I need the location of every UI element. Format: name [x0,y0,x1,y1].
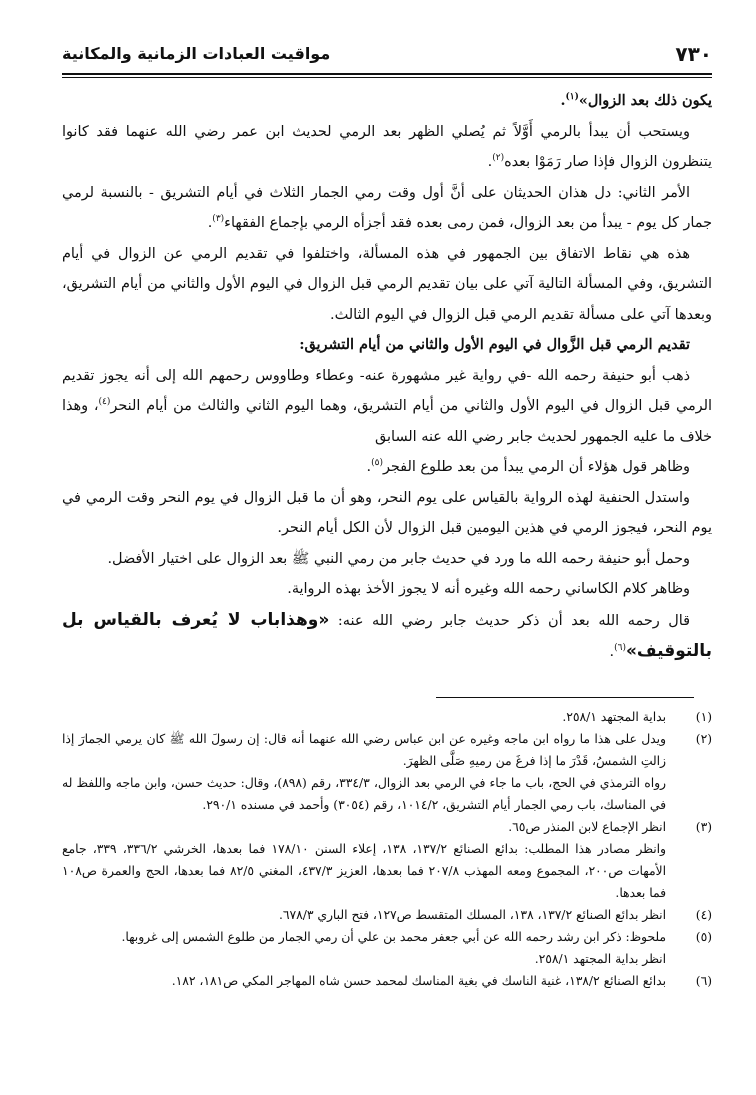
footnote-text: وانظر مصادر هذا المطلب: بدائع الصنائع ١٣٧/٢، ١٣٨، إعلاء السنن ١٧٨/١٠ فما بعدها، الخرشي ٣٣٦/٢، ٣٣٩، جامع الأمهات ص٢٠٠، المجموع ومعه المهذب ٢٠٧/٨ فما بعدها، العزيز ٤٣٧/٣، المغني ٨٢/٥ فما بعدها، الحج والعمرة ص١٠٨ فما بعدها. [62,842,666,900]
footnote-number: (١) [695,710,712,724]
paragraph [62,86,712,117]
paragraph [62,178,712,239]
paragraph-text: يكون ذلك بعد الزوال» [578,92,712,109]
paragraph: وحمل أبو حنيفة رحمه الله ما ورد في حديث جابر من رمي النبي ﷺ بعد الزوال على اختيار الأفضل. [107,550,690,567]
footnote-number: (٥) [695,930,712,944]
footnote [62,706,712,728]
main-text [62,86,712,668]
running-title: مواقيت العبادات الزمانية والمكانية [62,44,331,63]
page-header [62,42,712,70]
footnote-ref: (٤) [98,397,111,408]
paragraph-tail: . [609,644,615,660]
footnote-text: انظر بداية المجتهد ٢٥٨/١. [534,952,666,966]
paragraph-text: ويستحب أن يبدأ بالرمي أَوَّلاً ثم يُصلي الظهر بعد الرمي لحديث ابن عمر رضي الله عنهما فقد كانوا يتنظرون الزوال فإذا صار رَمَوْا بعده [62,123,712,170]
footnote-text: رواه الترمذي في الحج، باب ما جاء في الرمي بعد الزوال، ٣٣٤/٣، رقم (٨٩٨)، وقال: حديث حسن، وابن ماجه واللفظ له في المناسك، باب رمي الجمار أيام التشريق، ١٠١٤/٢، رقم (٣٠٥٤) وأحمد في مسنده ٢٩٠/١. [62,776,666,812]
footnote-number: (٤) [695,908,712,922]
paragraph-text: قال رحمه الله بعد أن ذكر حديث جابر رضي الله عنه: [329,612,690,629]
paragraph: وظاهر كلام الكاساني رحمه الله وغيره أنه لا يجوز الأخذ بهذه الرواية. [287,581,690,597]
footnote-ref: (٢) [492,153,505,164]
paragraph-tail: . [487,154,493,170]
footnote-ref: (٦) [614,643,626,654]
paragraph [62,361,712,453]
paragraph-tail: . [560,92,566,109]
quoted-text: «وهذاباب لا يُعرف بالقياس بل بالتوقيف» [62,609,712,661]
paragraph-tail: . [207,215,213,231]
footnote [62,970,712,992]
paragraph [62,117,712,178]
paragraph-tail: . [366,459,372,475]
footnote-text: ملحوظ: ذكر ابن رشد رحمه الله عن أبي جعفر محمد بن علي أن رمي الجمار من طلوع الشمس إلى غروبها. [121,930,666,944]
footnotes [62,706,712,992]
footnote-number: (٣) [695,820,712,834]
paragraph-text: ذهب أبو حنيفة رحمه الله -في رواية غير مشهورة عنه- وعطاء وطاووس رحمهم الله إلى أنه يجوز تقديم الرمي قبل الزوال في اليوم الأول والثاني من أيام التشريق، وهما اليوم الثاني والثالث من أيام النحر [62,367,713,414]
header-rule [62,73,712,75]
footnote-ref: (١) [565,92,579,103]
section-heading: تقديم الرمي قبل الزَّوال في اليوم الأول والثاني من أيام التشريق: [299,336,690,353]
paragraph: واستدل الحنفية لهذه الرواية بالقياس على يوم النحر، وهو أن ما قبل الزوال في يوم النحر وقت الرمي في يوم النحر، فيجوز الرمي في هذين اليومين قبل الزوال لأن الكل أيام النحر. [62,489,712,536]
footnote-ref: (٣) [212,214,225,225]
page-number: ٧٣٠ [675,42,712,66]
footnote [62,926,712,970]
footnote-text: بدائع الصنائع ١٣٨/٢، غنية الناسك في بغية المناسك لمحمد حسن شاه المهاجر المكي ص١٨١، ١٨٢. [171,974,666,988]
paragraph-text: وظاهر قول هؤلاء أن الرمي يبدأ من بعد طلوع الفجر [382,459,690,475]
footnote-separator [436,697,694,698]
footnote-text: انظر بدائع الصنائع ١٣٧/٢، ١٣٨، المسلك المتقسط ص١٢٧، فتح الباري ٦٧٨/٣. [278,908,666,922]
paragraph [62,605,712,668]
footnote [62,728,712,816]
paragraph [62,452,712,483]
paragraph-text: الأمر الثاني: دل هذان الحديثان على أنَّ أول وقت رمي الجمار الثلاث في أيام التشريق - بالنسبة لرمي جمار كل يوم - يبدأ من بعد الزوال، فمن رمى بعده فقد أجزأه الرمي بإجماع الفقهاء [62,184,712,231]
paragraph-tail: ، وهذا خلاف ما عليه الجمهور لحديث جابر رضي الله عنه السابق [62,398,712,445]
header-rule-thin [62,77,712,78]
paragraph: هذه هي نقاط الاتفاق بين الجمهور في هذه المسألة، واختلفوا في تقديم الرمي عن الزوال في أيام التشريق، وفي المسألة التالية آتي على بيان تقديم الرمي قبل الزوال في اليوم الأول والثاني من أيام التشريق، وبعدها آتي على مسألة تقديم الرمي قبل الزوال في اليوم الثالث. [62,245,712,323]
footnote-number: (٢) [695,732,712,746]
footnote [62,816,712,904]
footnote-text: بداية المجتهد ٢٥٨/١. [562,710,666,724]
footnote-text: ويدل على هذا ما رواه ابن ماجه وغيره عن ابن عباس رضي الله عنهما أنه قال: إن رسولَ الله ﷺ كان يرمي الجمارَ إذا زالتِ الشمسُ، قَدْرَ ما إذا فرغَ من رميهِ صَلَّى الظهرَ. [62,732,667,768]
footnote-number: (٦) [695,974,712,988]
footnote-ref: (٥) [371,458,383,469]
footnote-text: انظر الإجماع لابن المنذر ص٦٥. [508,820,666,834]
footnote [62,904,712,926]
